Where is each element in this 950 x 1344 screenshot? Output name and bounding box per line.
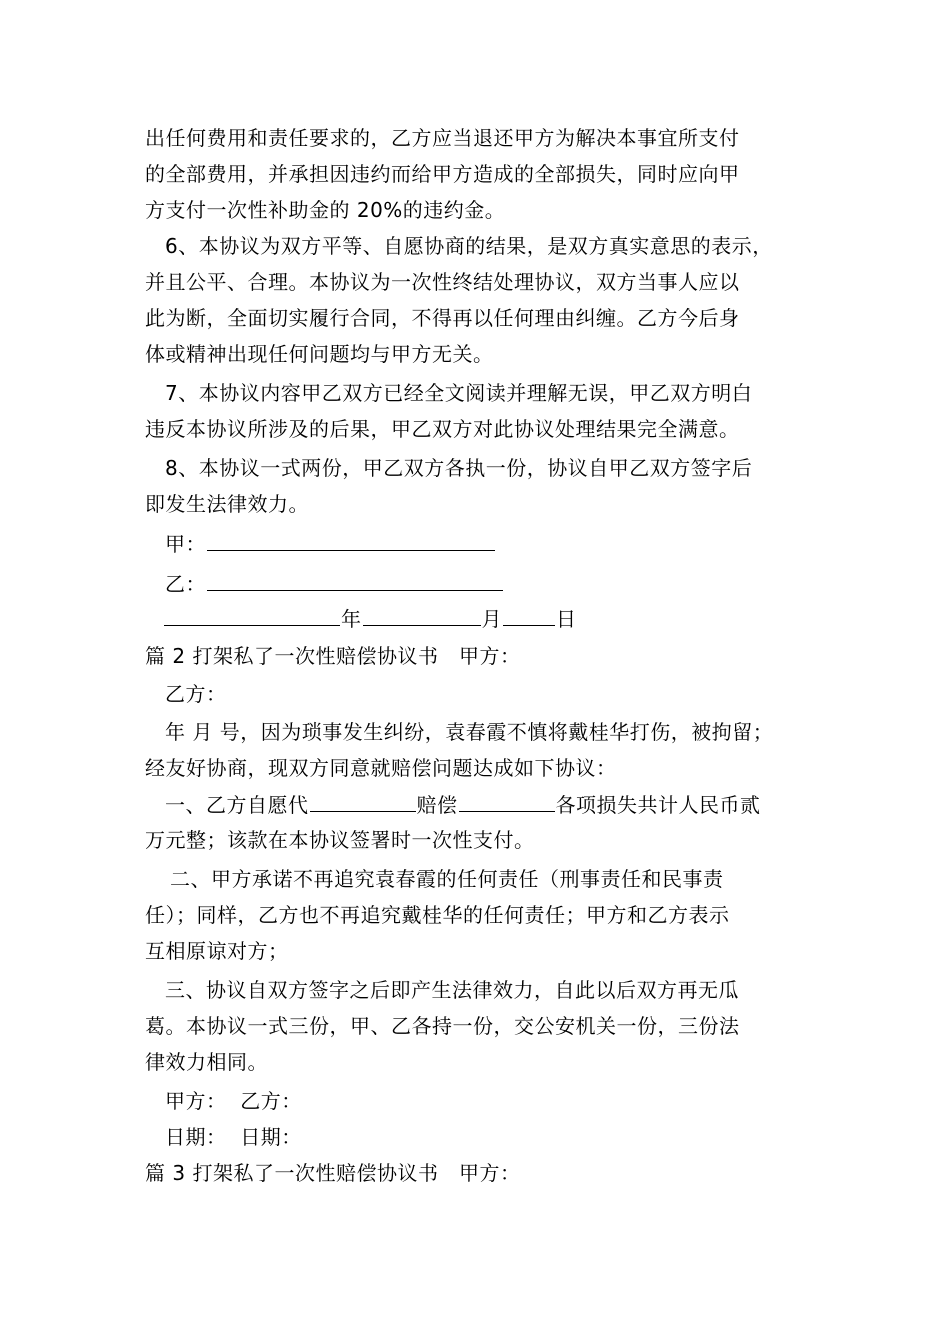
signature-line: 甲方： 乙方： — [165, 1089, 302, 1113]
year-label: 年 — [341, 607, 362, 631]
signature-blank-jia — [207, 530, 495, 551]
paragraph-line: 任）；同样，乙方也不再追究戴桂华的任何责任；甲方和乙方表示 — [145, 903, 730, 927]
paragraph-line: 即发生法律效力。 — [145, 492, 309, 516]
year-blank — [164, 605, 340, 626]
signature-line-jia — [165, 530, 496, 557]
paragraph-line: 体或精神出现任何问题均与甲方无关。 — [145, 342, 494, 366]
day-label: 日 — [556, 607, 577, 631]
paragraph-line: 并且公平、合理。本协议为一次性终结处理协议，双方当事人应以 — [145, 270, 740, 294]
month-label: 月 — [481, 607, 502, 631]
signature-label-yi: 乙： — [165, 572, 206, 596]
month-blank — [363, 605, 481, 626]
paragraph-line: 6、本协议为双方平等、自愿协商的结果，是双方真实意思的表示， — [165, 234, 773, 258]
paragraph-line: 7、本协议内容甲乙双方已经全文阅读并理解无误，甲乙双方明白 — [165, 381, 753, 405]
paragraph-line: 律效力相同。 — [145, 1050, 268, 1074]
day-blank — [503, 605, 555, 626]
clause-1-part: 一、乙方自愿代 — [165, 793, 309, 817]
signature-line-yi — [165, 570, 504, 597]
clause-1-part: 赔偿 — [416, 793, 458, 817]
paragraph-line: 方支付一次性补助金的 20%的违约金。 — [145, 198, 506, 222]
paragraph-line: 的全部费用，并承担因违约而给甲方造成的全部损失，同时应向甲 — [145, 162, 740, 186]
paragraph-line: 出任何费用和责任要求的，乙方应当退还甲方为解决本事宜所支付 — [145, 126, 740, 150]
paragraph-line: 葛。本协议一式三份，甲、乙各持一份，交公安机关一份，三份法 — [145, 1014, 740, 1038]
date-signature-line: 日期： 日期： — [165, 1125, 302, 1149]
paragraph-line: 乙方： — [165, 682, 227, 706]
paragraph-line: 违反本协议所涉及的后果，甲乙双方对此协议处理结果完全满意。 — [145, 417, 740, 441]
paragraph-line: 此为断，全面切实履行合同，不得再以任何理由纠缠。乙方今后身 — [145, 306, 740, 330]
blank-field — [310, 791, 416, 812]
paragraph-line: 经友好协商，现双方同意就赔偿问题达成如下协议： — [145, 756, 617, 780]
clause-1-part: 各项损失共计人民币贰 — [555, 793, 761, 817]
signature-label-jia: 甲： — [165, 532, 206, 556]
section-title-3: 篇 3 打架私了一次性赔偿协议书 甲方： — [145, 1161, 521, 1185]
paragraph-line: 三、协议自双方签字之后即产生法律效力，自此以后双方再无瓜 — [165, 978, 739, 1002]
paragraph-line: 8、本协议一式两份，甲乙双方各执一份，协议自甲乙双方签字后 — [165, 456, 753, 480]
paragraph-line: 二、甲方承诺不再追究袁春霞的任何责任（刑事责任和民事责 — [170, 867, 724, 891]
section-title-2: 篇 2 打架私了一次性赔偿协议书 甲方： — [145, 644, 521, 668]
paragraph-line: 万元整；该款在本协议签署时一次性支付。 — [145, 828, 535, 852]
signature-blank-yi — [207, 570, 503, 591]
date-line — [163, 605, 577, 632]
blank-field — [459, 791, 555, 812]
paragraph-line: 年 月 号，因为琐事发生纠纷，袁春霞不慎将戴桂华打伤，被拘留； — [165, 720, 774, 744]
paragraph-line: 互相原谅对方； — [145, 939, 289, 963]
clause-1-line — [165, 791, 761, 818]
